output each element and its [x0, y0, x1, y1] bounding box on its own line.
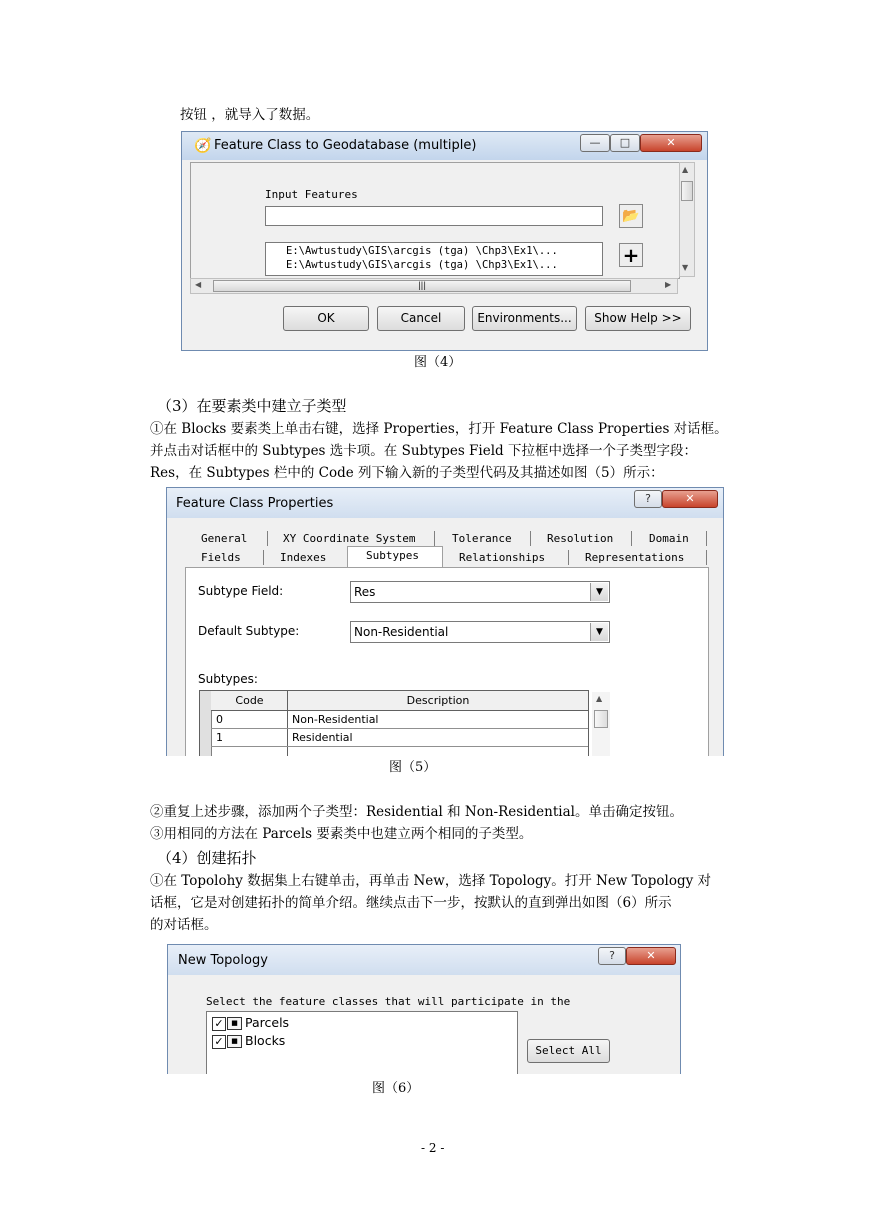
para-line: ①在 Blocks 要素类上单击右键，选择 Properties，打开 Feature Class Properties 对话框。 — [150, 421, 728, 437]
tab-separator — [706, 531, 707, 546]
column-header-code: Code — [235, 694, 264, 707]
close-icon[interactable]: ✕ — [662, 490, 718, 508]
horizontal-scrollbar[interactable] — [190, 278, 678, 294]
ok-button[interactable]: OK — [283, 306, 369, 331]
add-icon[interactable]: + — [619, 243, 643, 267]
list-item-parcels[interactable]: Parcels — [245, 1015, 290, 1030]
tab-general[interactable]: General — [201, 532, 248, 545]
tab-tolerance[interactable]: Tolerance — [452, 532, 512, 545]
tab-resolution[interactable]: Resolution — [547, 532, 614, 545]
scroll-right-icon[interactable]: ▶ — [665, 280, 672, 289]
subtypes-grid[interactable] — [199, 690, 589, 756]
tab-xy-coordinate-system[interactable]: XY Coordinate System — [283, 532, 416, 545]
para-line: 话框，它是对创建拓扑的简单介绍。继续点击下一步，按默认的直到弹出如图（6）所示 — [150, 895, 672, 911]
tab-separator — [267, 531, 268, 546]
minimize-icon[interactable]: — — [580, 134, 610, 152]
feature-class-list[interactable] — [206, 1011, 518, 1074]
close-icon[interactable]: ✕ — [640, 134, 702, 152]
tab-subtypes-active[interactable] — [347, 546, 443, 568]
para-line: 的对话框。 — [150, 917, 218, 933]
para-line: ②重复上述步骤，添加两个子类型：Residential 和 Non-Residential。单击确定按钮。 — [150, 804, 683, 820]
subtype-field-label: Subtype Field: — [198, 584, 284, 598]
fig5-window — [166, 487, 724, 756]
fig5-title: Feature Class Properties — [176, 496, 334, 511]
subtypes-label: Subtypes: — [198, 672, 258, 686]
scroll-down-icon[interactable]: ▼ — [682, 263, 689, 272]
default-subtype-select[interactable] — [350, 621, 610, 643]
vertical-scrollbar[interactable] — [679, 162, 695, 277]
tab-separator — [434, 531, 435, 546]
subtype-field-value: Res — [354, 585, 376, 599]
environments-button[interactable]: Environments... — [472, 306, 577, 331]
fig4-window — [181, 131, 708, 351]
fig6-titlebar — [168, 945, 680, 975]
para-line: ①在 Topolohy 数据集上右键单击，再单击 New，选择 Topology。打开 New Topology 对 — [150, 873, 712, 889]
tab-domain[interactable]: Domain — [649, 532, 689, 545]
tab-separator — [631, 531, 632, 546]
input-features-field[interactable] — [265, 206, 603, 226]
input-features-label: Input Features — [265, 188, 358, 201]
row-divider — [211, 728, 588, 729]
tab-separator — [568, 550, 569, 565]
fig4-title: Feature Class to Geodatabase (multiple) — [214, 138, 477, 153]
grid-scrollbar[interactable] — [592, 692, 610, 756]
column-header-description: Description — [406, 694, 470, 707]
fig6-caption: 图（6） — [372, 1081, 420, 1096]
maximize-icon[interactable]: □ — [610, 134, 640, 152]
list-item[interactable]: E:\Awtustudy\GIS\arcgis (tga) \Chp3\Ex1\... — [286, 245, 558, 257]
folder-icon[interactable]: 📂 — [619, 204, 643, 228]
tab-fields[interactable]: Fields — [201, 551, 241, 564]
list-item[interactable]: E:\Awtustudy\GIS\arcgis (tga) \Chp3\Ex1\... — [286, 259, 558, 271]
tab-indexes[interactable]: Indexes — [280, 551, 327, 564]
chevron-down-icon[interactable]: ▼ — [590, 583, 608, 601]
table-cell-code[interactable]: 0 — [216, 713, 223, 726]
close-icon[interactable]: ✕ — [626, 947, 676, 965]
list-item-blocks[interactable]: Blocks — [245, 1033, 286, 1048]
table-cell-description[interactable]: Residential — [292, 731, 353, 744]
help-icon[interactable]: ? — [634, 490, 662, 508]
app-icon: 🧭 — [194, 138, 212, 154]
page-number: - 2 - — [421, 1141, 445, 1155]
tab-separator — [263, 550, 264, 565]
input-list[interactable] — [265, 242, 603, 276]
tab-representations[interactable]: Representations — [585, 551, 685, 564]
default-subtype-value: Non-Residential — [354, 625, 449, 639]
para-line: Res，在 Subtypes 栏中的 Code 列下输入新的子类型代码及其描述如图（5）所示： — [150, 465, 664, 481]
para-line: ③用相同的方法在 Parcels 要素类中也建立两个相同的子类型。 — [150, 826, 533, 842]
feature-class-icon: ■ — [227, 1035, 242, 1048]
table-cell-description[interactable]: Non-Residential — [292, 713, 379, 726]
section3-paragraph — [150, 418, 750, 484]
para-line: 并点击对话框中的 Subtypes 选卡项。在 Subtypes Field 下拉框中选择一个子类型字段： — [150, 443, 697, 459]
tab-separator — [530, 531, 531, 546]
tab-subtypes[interactable]: Subtypes — [366, 549, 419, 562]
subtypes-panel — [185, 567, 709, 756]
tab-relationships[interactable]: Relationships — [459, 551, 546, 564]
hscroll-thumb[interactable]: ||| — [213, 280, 631, 292]
section4-paragraph — [150, 870, 770, 936]
chevron-down-icon[interactable]: ▼ — [590, 623, 608, 641]
subtype-field-select[interactable] — [350, 581, 610, 603]
help-icon[interactable]: ? — [598, 947, 626, 965]
scroll-left-icon[interactable]: ◀ — [195, 280, 202, 289]
scroll-thumb[interactable] — [594, 710, 608, 728]
after-fig5-paragraph — [150, 801, 770, 845]
fig6-title: New Topology — [178, 953, 268, 968]
cancel-button[interactable]: Cancel — [377, 306, 465, 331]
default-subtype-label: Default Subtype: — [198, 624, 300, 638]
section4-heading: （4）创建拓扑 — [157, 849, 257, 867]
fig4-titlebar — [182, 132, 707, 160]
fig4-caption: 图（4） — [414, 355, 462, 370]
show-help-button[interactable]: Show Help >> — [585, 306, 691, 331]
tab-separator — [706, 550, 707, 565]
fig5-titlebar — [167, 488, 723, 518]
scroll-thumb[interactable] — [681, 181, 693, 201]
fig6-window — [167, 944, 681, 1074]
intro-line: 按钮 ，就导入了数据。 — [180, 107, 320, 123]
row-divider — [211, 746, 588, 747]
scroll-up-icon[interactable]: ▲ — [682, 165, 689, 174]
fig6-instruction: Select the feature classes that will participate in the — [206, 995, 571, 1008]
section3-heading: （3）在要素类中建立子类型 — [157, 397, 347, 415]
scroll-up-icon[interactable]: ▲ — [596, 694, 603, 703]
checkbox-blocks[interactable]: ✓ — [212, 1035, 226, 1049]
fig4-content — [190, 162, 680, 279]
fig5-caption: 图（5） — [389, 760, 437, 775]
table-cell-code[interactable]: 1 — [216, 731, 223, 744]
feature-class-icon: ■ — [227, 1017, 242, 1030]
checkbox-parcels[interactable]: ✓ — [212, 1017, 226, 1031]
select-all-button[interactable]: Select All — [527, 1039, 610, 1063]
